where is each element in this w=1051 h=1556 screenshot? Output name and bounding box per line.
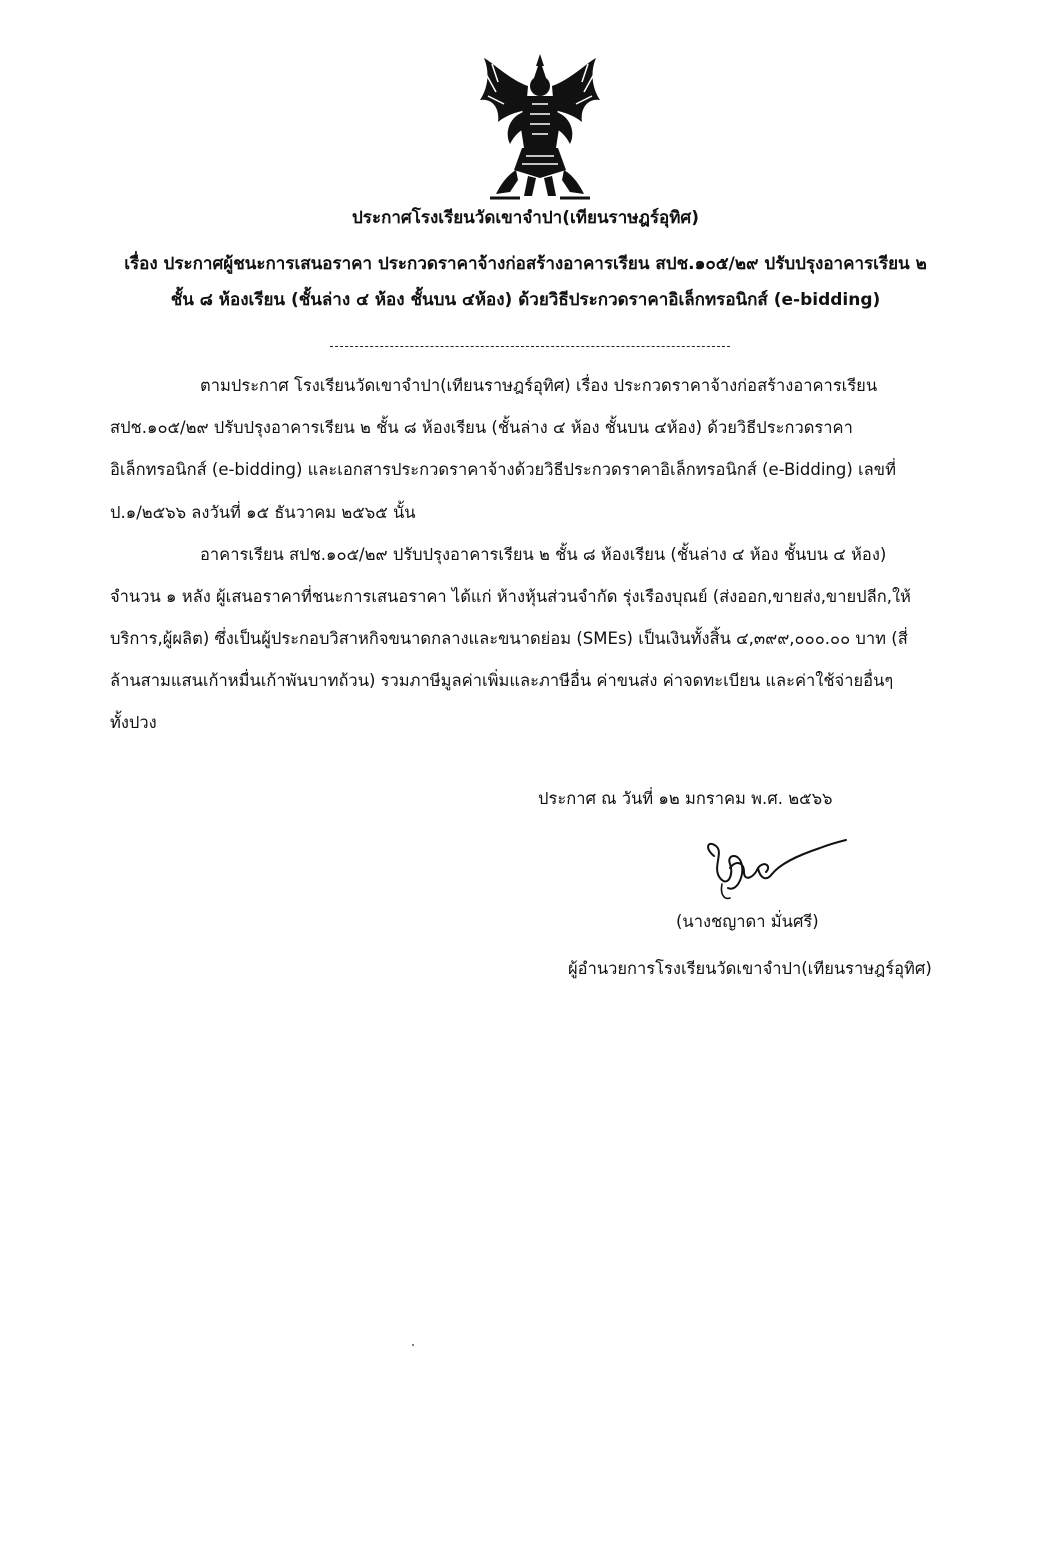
subject-line-2: ชั้น ๘ ห้องเรียน (ชั้นล่าง ๔ ห้อง ชั้นบน ๔ห้อง) ด้วยวิธีประกวดราคาอิเล็กทรอนิกส์ (e-bidding) bbox=[170, 290, 881, 310]
announcement-title: ประกาศโรงเรียนวัดเขาจำปา(เทียนราษฎร์อุทิศ) bbox=[352, 208, 699, 228]
paragraph-2-line-1: อาคารเรียน สปช.๑๐๕/๒๙ ปรับปรุงอาคารเรียน ๒ ชั้น ๘ ห้องเรียน (ชั้นล่าง ๔ ห้อง ชั้นบน ๔ ห้อง) bbox=[200, 545, 887, 564]
announcement-date: ประกาศ ณ วันที่ ๑๒ มกราคม พ.ศ. ๒๕๖๖ bbox=[538, 789, 833, 808]
paragraph-2-line-3: บริการ,ผู้ผลิต) ซึ่งเป็นผู้ประกอบวิสาหกิจขนาดกลางและขนาดย่อม (SMEs) เป็นเงินทั้งสิ้น ๔,๓๙๙,๐๐๐.๐๐ บาท (สี่ bbox=[110, 629, 908, 648]
handwritten-signature bbox=[700, 838, 860, 908]
subject-line-1: เรื่อง ประกาศผู้ชนะการเสนอราคา ประกวดราคาจ้างก่อสร้างอาคารเรียน สปช.๑๐๕/๒๙ ปรับปรุงอาคารเรียน ๒ bbox=[124, 254, 927, 274]
paragraph-1-line-4: ป.๑/๒๕๖๖ ลงวันที่ ๑๕ ธันวาคม ๒๕๖๕ นั้น bbox=[110, 503, 416, 522]
signer-name: (นางชญาดา มั่นศรี) bbox=[676, 912, 819, 931]
paragraph-1-line-2: สปช.๑๐๕/๒๙ ปรับปรุงอาคารเรียน ๒ ชั้น ๘ ห้องเรียน (ชั้นล่าง ๔ ห้อง ชั้นบน ๔ห้อง) ด้วยวิธีประกวดราคา bbox=[110, 418, 853, 437]
scan-speck bbox=[412, 1344, 414, 1346]
paragraph-1-line-3: อิเล็กทรอนิกส์ (e-bidding) และเอกสารประกวดราคาจ้างด้วยวิธีประกวดราคาอิเล็กทรอนิกส์ (e-Bidding) เลขที่ bbox=[110, 460, 896, 479]
paragraph-2-line-2: จำนวน ๑ หลัง ผู้เสนอราคาที่ชนะการเสนอราคา ได้แก่ ห้างหุ้นส่วนจำกัด รุ่งเรืองบุณย์ (ส่งออก,ขายส่ง,ขายปลีก,ให้ bbox=[110, 587, 911, 606]
signer-title: ผู้อำนวยการโรงเรียนวัดเขาจำปา(เทียนราษฎร์อุทิศ) bbox=[568, 959, 932, 978]
paragraph-2-line-5: ทั้งปวง bbox=[110, 713, 157, 732]
garuda-emblem-icon bbox=[470, 52, 610, 202]
paragraph-1-line-1: ตามประกาศ โรงเรียนวัดเขาจำปา(เทียนราษฎร์อุทิศ) เรื่อง ประกวดราคาจ้างก่อสร้างอาคารเรียน bbox=[200, 376, 878, 395]
header-divider bbox=[330, 346, 730, 347]
paragraph-2-line-4: ล้านสามแสนเก้าหมื่นเก้าพันบาทถ้วน) รวมภาษีมูลค่าเพิ่มและภาษีอื่น ค่าขนส่ง ค่าจดทะเบียน และค่าใช้จ่ายอื่นๆ bbox=[110, 671, 894, 690]
